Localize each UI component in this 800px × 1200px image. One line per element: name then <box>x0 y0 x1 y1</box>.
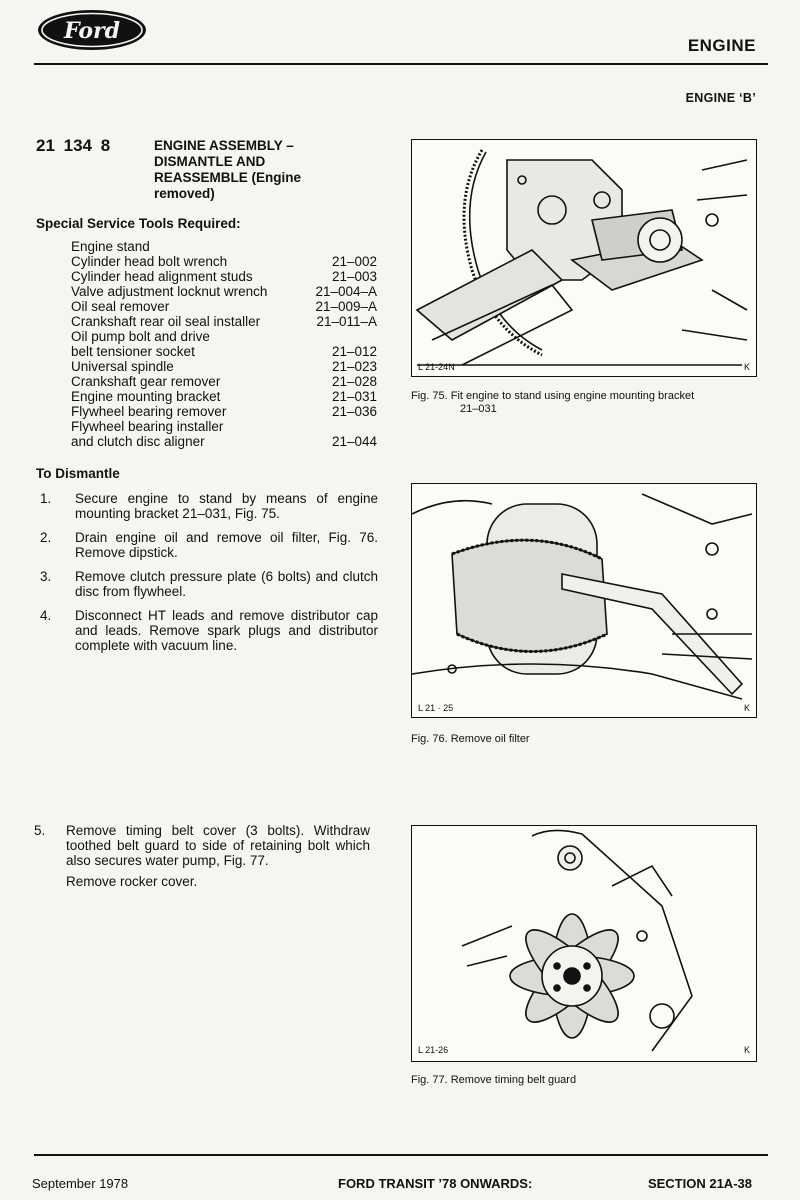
figure-75 <box>411 139 757 377</box>
tool-item <box>71 284 377 299</box>
figure-75-caption <box>411 390 694 416</box>
tool-name: Engine stand <box>71 239 150 254</box>
tool-code: 21–009–A <box>315 299 377 314</box>
ford-logo-text: Ford <box>63 18 121 44</box>
footer-section: SECTION 21A-38 <box>647 1176 752 1191</box>
tool-code: 21–044 <box>331 434 377 449</box>
tool-code <box>371 239 377 254</box>
figure-77-ref: L 21-26 <box>418 1045 449 1055</box>
tool-item <box>71 419 377 434</box>
tool-name: Valve adjustment locknut wrench <box>71 284 268 299</box>
tool-item <box>71 269 377 284</box>
caption-line: Fig. 75. Fit engine to stand using engine mounting bracket <box>411 390 695 402</box>
section-title-line: removed) <box>154 186 215 201</box>
step-text: Remove timing belt cover (3 bolts). Withdraw toothed belt guard to side of retaining bolt which also secures water pump, Fig. 77. <box>66 823 370 868</box>
tool-name: Oil seal remover <box>71 299 170 314</box>
tool-item <box>71 344 377 359</box>
step-text: Drain engine oil and remove oil filter, Fig. 76. Remove dipstick. <box>75 530 378 560</box>
tool-name: and clutch disc aligner <box>71 434 205 449</box>
tool-item <box>71 389 377 404</box>
caption-line: Fig. 77. Remove timing belt guard <box>411 1074 577 1086</box>
section-title <box>154 138 354 202</box>
header-title: ENGINE <box>687 36 756 55</box>
header-rule <box>34 63 768 65</box>
step-item <box>34 823 370 868</box>
step-number: 2. <box>40 530 52 545</box>
tool-item <box>71 374 377 389</box>
tool-item <box>71 254 377 269</box>
figure-76-key: K <box>743 703 750 713</box>
tool-item <box>71 314 377 329</box>
header-subtitle: ENGINE ‘B’ <box>685 91 756 105</box>
step-number: 3. <box>40 569 52 584</box>
figure-76-illustration <box>412 484 756 717</box>
tool-name: Engine mounting bracket <box>71 389 221 404</box>
tool-code: 21–002 <box>331 254 377 269</box>
tool-name: Flywheel bearing remover <box>71 404 227 419</box>
tool-name: belt tensioner socket <box>71 344 195 359</box>
step-number: 5. <box>34 823 46 838</box>
section-number: 21 134 8 <box>36 136 111 155</box>
figure-77-key: K <box>743 1045 750 1055</box>
tool-name: Crankshaft rear oil seal installer <box>71 314 261 329</box>
figure-77-illustration <box>412 826 756 1061</box>
tool-code: 21–003 <box>331 269 377 284</box>
caption-line: 21–031 <box>460 403 497 415</box>
tool-code: 21–011–A <box>316 314 377 329</box>
footer-publication: FORD TRANSIT ’78 ONWARDS: <box>338 1176 533 1191</box>
figure-75-illustration <box>412 140 756 376</box>
footer-date: September 1978 <box>32 1176 129 1191</box>
tool-name: Cylinder head alignment studs <box>71 269 253 284</box>
figure-76 <box>411 483 757 718</box>
footer-rule <box>34 1154 768 1156</box>
tool-code: 21–004–A <box>315 284 377 299</box>
tool-code <box>371 419 377 434</box>
tool-code: 21–023 <box>331 359 377 374</box>
figure-77 <box>411 825 757 1062</box>
tool-item <box>71 299 377 314</box>
section-title-line: DISMANTLE AND <box>154 154 266 169</box>
tool-item <box>71 239 377 254</box>
figure-75-ref: L 21-24N <box>418 362 455 372</box>
step-text: Secure engine to stand by means of engine mounting bracket 21–031, Fig. 75. <box>75 491 378 521</box>
step-text: Disconnect HT leads and remove distributor cap and leads. Remove spark plugs and distributor complete with vacuum line. <box>75 608 378 653</box>
figure-75-key: K <box>743 362 750 372</box>
step-text: Remove clutch pressure plate (6 bolts) and clutch disc from flywheel. <box>75 569 378 599</box>
figure-76-caption <box>411 733 530 746</box>
figure-76-ref: L 21 · 25 <box>418 703 454 713</box>
tools-list <box>71 239 377 449</box>
tool-item <box>71 404 377 419</box>
tool-code: 21–028 <box>331 374 377 389</box>
caption-line: Fig. 76. Remove oil filter <box>411 733 530 745</box>
tool-item <box>71 434 377 449</box>
step-item <box>40 569 378 599</box>
figure-77-caption <box>411 1074 576 1087</box>
tool-code <box>371 329 377 344</box>
tool-code: 21–012 <box>331 344 377 359</box>
step-number: 4. <box>40 608 52 623</box>
step-number: 1. <box>40 491 52 506</box>
tool-name: Crankshaft gear remover <box>71 374 221 389</box>
step-extra-text: Remove rocker cover. <box>66 874 198 889</box>
dismantle-heading: To Dismantle <box>36 466 120 481</box>
dismantle-steps <box>40 491 378 662</box>
tool-name: Universal spindle <box>71 359 174 374</box>
tool-code: 21–036 <box>331 404 377 419</box>
section-title-line: ENGINE ASSEMBLY – <box>154 138 294 153</box>
tool-code: 21–031 <box>331 389 377 404</box>
tool-name: Oil pump bolt and drive <box>71 329 210 344</box>
tools-heading: Special Service Tools Required: <box>36 216 241 231</box>
ford-logo <box>36 8 148 52</box>
tool-name: Flywheel bearing installer <box>71 419 224 434</box>
section-title-line: REASSEMBLE (Engine <box>154 170 302 185</box>
step-item <box>40 608 378 653</box>
tool-item <box>71 329 377 344</box>
step-item <box>40 491 378 521</box>
step-five <box>34 823 370 889</box>
step-item <box>40 530 378 560</box>
tool-item <box>71 359 377 374</box>
tool-name: Cylinder head bolt wrench <box>71 254 228 269</box>
